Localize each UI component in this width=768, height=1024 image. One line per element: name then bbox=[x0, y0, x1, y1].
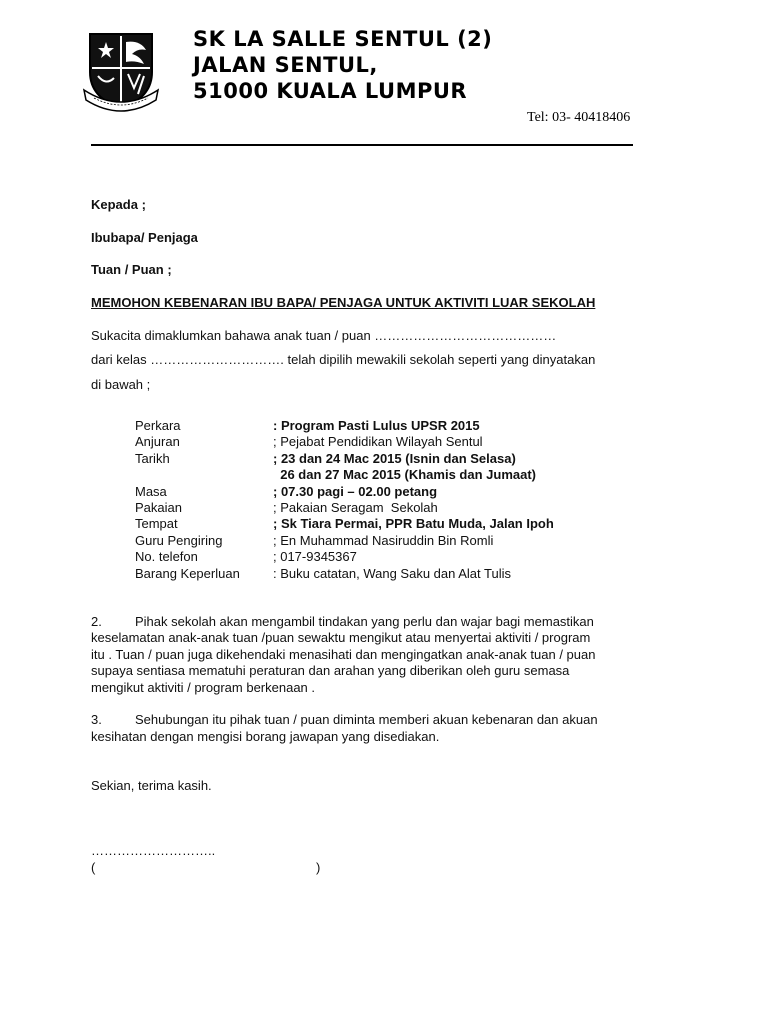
detail-value-tarikh: ; 23 dan 24 Mac 2015 (Isnin dan Selasa) bbox=[273, 451, 516, 466]
school-address-street: JALAN SENTUL, bbox=[193, 53, 378, 77]
detail-label-perkara: Perkara bbox=[135, 418, 181, 433]
salutation-recipient: Ibubapa/ Penjaga bbox=[91, 230, 198, 245]
letter-subject: MEMOHON KEBENARAN IBU BAPA/ PENJAGA UNTUK AKTIVITI LUAR SEKOLAH bbox=[91, 295, 596, 310]
para2-number: 2. bbox=[91, 614, 102, 629]
para2-line-2: keselamatan anak-anak tuan /puan sewaktu mengikut atau menyertai aktiviti / program bbox=[91, 630, 591, 645]
para2-line-4: supaya sentiasa mematuhi peraturan dan arahan yang diberikan oleh guru semasa bbox=[91, 663, 570, 678]
para2-line-3: itu . Tuan / puan juga dikehendaki menasihati dan mengingatkan anak-anak tuan / puan bbox=[91, 647, 596, 662]
para3-line-2: kesihatan dengan mengisi borang jawapan yang disediakan. bbox=[91, 729, 440, 744]
intro-line-1: Sukacita dimaklumkan bahawa anak tuan / puan …………………………………… bbox=[91, 328, 557, 343]
intro-line-2: dari kelas …………………………. telah dipilih mewakili sekolah seperti yang dinyatakan bbox=[91, 352, 596, 367]
para3-line-1: Sehubungan itu pihak tuan / puan diminta memberi akuan kebenaran dan akuan bbox=[135, 712, 598, 727]
detail-value-tempat: ; Sk Tiara Permai, PPR Batu Muda, Jalan Ipoh bbox=[273, 516, 554, 531]
detail-value-guru-pengiring: ; En Muhammad Nasiruddin Bin Romli bbox=[273, 533, 494, 548]
closing-text: Sekian, terima kasih. bbox=[91, 778, 212, 793]
para3-number: 3. bbox=[91, 712, 102, 727]
school-crest-logo bbox=[82, 28, 160, 112]
signature-name-close-paren: ) bbox=[316, 860, 321, 875]
para2-line-1: Pihak sekolah akan mengambil tindakan yang perlu dan wajar bagi memastikan bbox=[135, 614, 594, 629]
detail-value-masa: ; 07.30 pagi – 02.00 petang bbox=[273, 484, 438, 499]
detail-value-pakaian: ; Pakaian Seragam Sekolah bbox=[273, 500, 438, 515]
intro-line-3: di bawah ; bbox=[91, 377, 151, 392]
salutation-tuan-puan: Tuan / Puan ; bbox=[91, 262, 172, 277]
salutation-kepada: Kepada ; bbox=[91, 197, 146, 212]
detail-label-barang-keperluan: Barang Keperluan bbox=[135, 566, 240, 581]
school-telephone: Tel: 03- 40418406 bbox=[527, 110, 631, 125]
detail-value-perkara: : Program Pasti Lulus UPSR 2015 bbox=[273, 418, 480, 433]
detail-label-tempat: Tempat bbox=[135, 516, 178, 531]
detail-value-no-telefon: ; 017-9345367 bbox=[273, 549, 357, 564]
signature-dotted-line: ……………………….. bbox=[91, 843, 216, 858]
detail-label-anjuran: Anjuran bbox=[135, 434, 180, 449]
para2-line-5: mengikut aktiviti / program berkenaan . bbox=[91, 680, 315, 695]
detail-label-masa: Masa bbox=[135, 484, 167, 499]
school-address-city: 51000 KUALA LUMPUR bbox=[193, 79, 468, 103]
letterhead-divider bbox=[91, 144, 633, 146]
detail-value-anjuran: ; Pejabat Pendidikan Wilayah Sentul bbox=[273, 434, 483, 449]
signature-name-open-paren: ( bbox=[91, 860, 96, 875]
detail-label-guru-pengiring: Guru Pengiring bbox=[135, 533, 223, 548]
detail-value-barang-keperluan: : Buku catatan, Wang Saku dan Alat Tulis bbox=[273, 566, 511, 581]
detail-label-tarikh: Tarikh bbox=[135, 451, 170, 466]
detail-label-no-telefon: No. telefon bbox=[135, 549, 198, 564]
detail-value-tarikh-2: 26 dan 27 Mac 2015 (Khamis dan Jumaat) bbox=[273, 467, 536, 482]
detail-label-pakaian: Pakaian bbox=[135, 500, 182, 515]
school-name: SK LA SALLE SENTUL (2) bbox=[193, 27, 493, 51]
